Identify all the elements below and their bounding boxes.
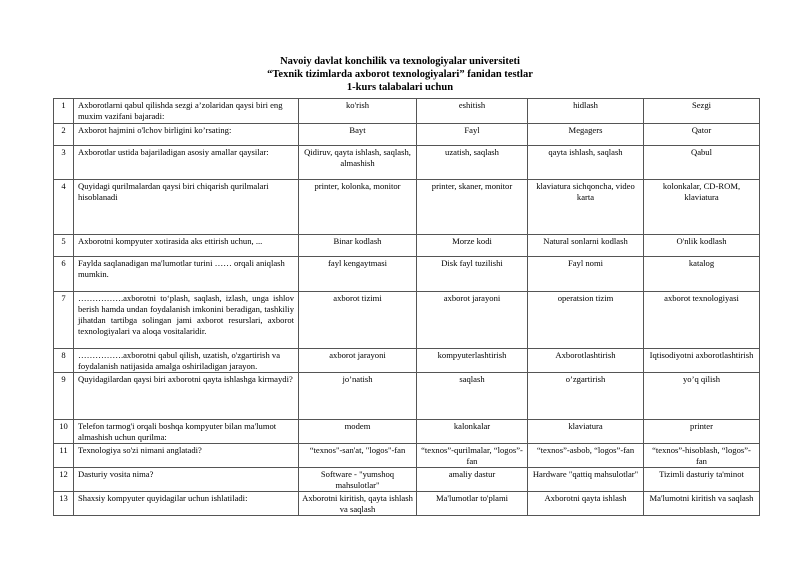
answer-c: o’zgartirish <box>528 373 644 420</box>
table-row <box>54 257 760 292</box>
test-table <box>53 98 760 516</box>
row-number: 9 <box>54 373 74 420</box>
answer-c: klaviatura <box>528 420 644 444</box>
answer-b: amaliy dastur <box>417 468 528 492</box>
answer-c: klaviatura sichqoncha, video karta <box>528 180 644 235</box>
answer-d: Sezgi <box>644 99 760 124</box>
university-title: Navoiy davlat konchilik va texnologiyalar universiteti <box>280 56 520 67</box>
answer-b: saqlash <box>417 373 528 420</box>
table-row <box>54 373 760 420</box>
row-number: 1 <box>54 99 74 124</box>
answer-d: Ma'lumotni kiritish va saqlash <box>644 492 760 516</box>
answer-b: eshitish <box>417 99 528 124</box>
table-row <box>54 99 760 124</box>
answer-b: Ma'lumotlar to'plami <box>417 492 528 516</box>
document-header <box>0 55 800 94</box>
table-row <box>54 235 760 257</box>
table-row <box>54 420 760 444</box>
answer-b: uzatish, saqlash <box>417 146 528 180</box>
answer-d: Tizimli dasturiy ta'minot <box>644 468 760 492</box>
question-cell: …………….axborotni to‘plash, saqlash, izlash, unga ishlov berish hamda undan foydalanish imkonini beradigan, tashkiliy jihatdan tartibga solingan jami axborot resurslari, axborot texnologiyalari va aloqa vositalaridir. <box>74 292 299 349</box>
question-cell: Shaxsiy kompyuter quyidagilar uchun ishlatiladi: <box>74 492 299 516</box>
answer-d: axborot texnologiyasi <box>644 292 760 349</box>
row-number: 6 <box>54 257 74 292</box>
question-cell: …………….axborotni qabul qilish, uzatish, o'zgartirish va foydalanish natijasida amalga oshiriladigan jarayon. <box>74 349 299 373</box>
table-row <box>54 292 760 349</box>
answer-d: katalog <box>644 257 760 292</box>
answer-a: Bayt <box>299 124 417 146</box>
answer-a: axborot tizimi <box>299 292 417 349</box>
question-cell: Texnologiya so'zi nimani anglatadi? <box>74 444 299 468</box>
answer-c: qayta ishlash, saqlash <box>528 146 644 180</box>
answer-d: Qabul <box>644 146 760 180</box>
row-number: 5 <box>54 235 74 257</box>
answer-b: Fayl <box>417 124 528 146</box>
answer-a: jo’natish <box>299 373 417 420</box>
question-cell: Faylda saqlanadigan ma'lumotlar turini …… orqali aniqlash mumkin. <box>74 257 299 292</box>
answer-a: fayl kengaytmasi <box>299 257 417 292</box>
table-row <box>54 349 760 373</box>
answer-d: yo’q qilish <box>644 373 760 420</box>
question-cell: Axborotni kompyuter xotirasida aks ettirish uchun, ... <box>74 235 299 257</box>
course-title: “Texnik tizimlarda axborot texnologiyalari” fanidan testlar <box>267 69 533 80</box>
answer-b: kalonkalar <box>417 420 528 444</box>
row-number: 2 <box>54 124 74 146</box>
answer-a: Qidiruv, qayta ishlash, saqlash, almashish <box>299 146 417 180</box>
answer-b: printer, skaner, monitor <box>417 180 528 235</box>
answer-a: Binar kodlash <box>299 235 417 257</box>
row-number: 8 <box>54 349 74 373</box>
answer-d: Qator <box>644 124 760 146</box>
answer-c: Axborotni qayta ishlash <box>528 492 644 516</box>
answer-c: Hardware "qattiq mahsulotlar" <box>528 468 644 492</box>
answer-c: Axborotlashtirish <box>528 349 644 373</box>
answer-b: “texnos”-qurilmalar, “logos”-fan <box>417 444 528 468</box>
question-cell: Axborotlarni qabul qilishda sezgi a’zolaridan qaysi biri eng muxim vazifani bajaradi: <box>74 99 299 124</box>
answer-a: printer, kolonka, monitor <box>299 180 417 235</box>
answer-c: Natural sonlarni kodlash <box>528 235 644 257</box>
row-number: 4 <box>54 180 74 235</box>
table-row <box>54 444 760 468</box>
answer-c: Fayl nomi <box>528 257 644 292</box>
row-number: 7 <box>54 292 74 349</box>
question-cell: Dasturiy vosita nima? <box>74 468 299 492</box>
answer-c: operatsion tizim <box>528 292 644 349</box>
table-row <box>54 180 760 235</box>
question-cell: Quyidagilardan qaysi biri axborotni qayta ishlashga kirmaydi? <box>74 373 299 420</box>
answer-b: kompyuterlashtirish <box>417 349 528 373</box>
row-number: 10 <box>54 420 74 444</box>
answer-d: O'nlik kodlash <box>644 235 760 257</box>
answer-c: hidlash <box>528 99 644 124</box>
answer-a: Axborotni kiritish, qayta ishlash va saqlash <box>299 492 417 516</box>
question-cell: Quyidagi qurilmalardan qaysi biri chiqarish qurilmalari hisoblanadi <box>74 180 299 235</box>
table-row <box>54 492 760 516</box>
table-row <box>54 468 760 492</box>
answer-a: ko'rish <box>299 99 417 124</box>
answer-a: axborot jarayoni <box>299 349 417 373</box>
answer-c: Megagers <box>528 124 644 146</box>
table-row <box>54 124 760 146</box>
answer-b: Disk fayl tuzilishi <box>417 257 528 292</box>
answer-d: kolonkalar, CD-ROM, klaviatura <box>644 180 760 235</box>
question-cell: Axborot hajmini o'lchov birligini ko’rsating: <box>74 124 299 146</box>
answer-d: Iqtisodiyotni axborotlashtirish <box>644 349 760 373</box>
answer-b: axborot jarayoni <box>417 292 528 349</box>
table-row <box>54 146 760 180</box>
row-number: 3 <box>54 146 74 180</box>
row-number: 13 <box>54 492 74 516</box>
answer-b: Morze kodi <box>417 235 528 257</box>
question-cell: Telefon tarmog'i orqali boshqa kompyuter bilan ma'lumot almashish uchun qurilma: <box>74 420 299 444</box>
audience-title: 1-kurs talabalari uchun <box>346 82 454 93</box>
question-cell: Axborotlar ustida bajariladigan asosiy amallar qaysilar: <box>74 146 299 180</box>
answer-a: modem <box>299 420 417 444</box>
answer-a: Software - "yumshoq mahsulotlar" <box>299 468 417 492</box>
row-number: 12 <box>54 468 74 492</box>
row-number: 11 <box>54 444 74 468</box>
answer-c: “texnos”-asbob, “logos”-fan <box>528 444 644 468</box>
answer-d: “texnos”-hisoblash, “logos”-fan <box>644 444 760 468</box>
answer-a: “texnos"-san'at, "logos"-fan <box>299 444 417 468</box>
answer-d: printer <box>644 420 760 444</box>
